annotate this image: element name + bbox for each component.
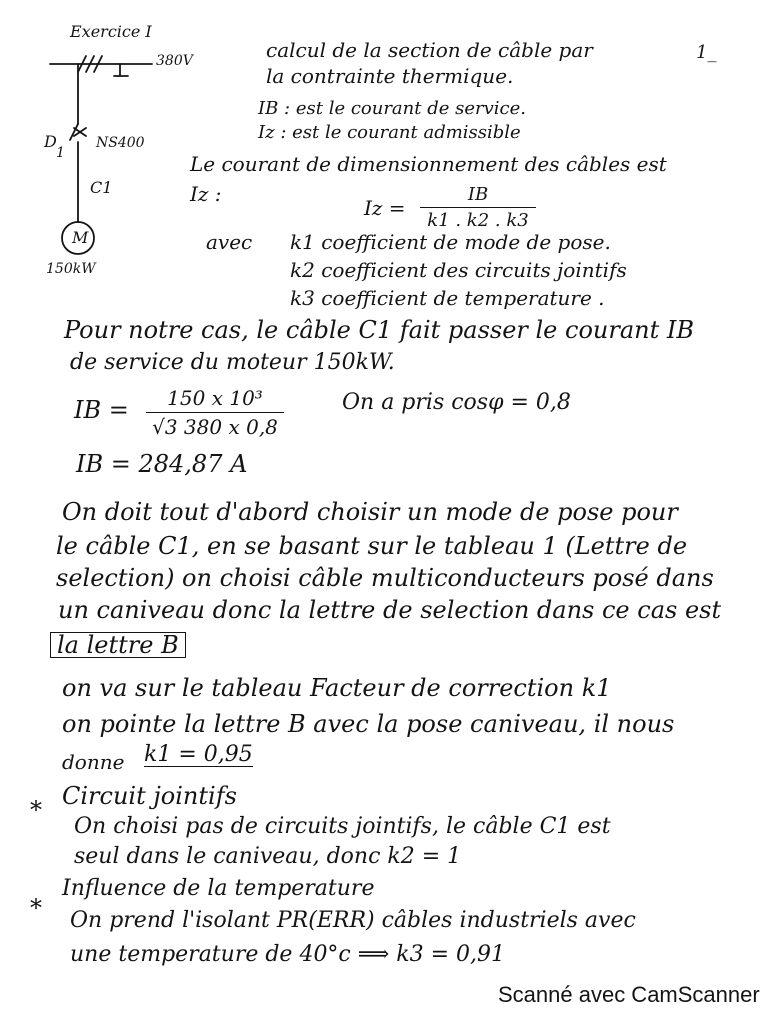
- k1-line-2: on pointe la lettre B avec la pose caniveau, il nous: [62, 710, 675, 738]
- fraction-bar: [420, 207, 536, 208]
- selected-letter-box: la lettre B: [50, 632, 186, 658]
- k1-definition: k1 coefficient de mode de pose.: [290, 230, 611, 254]
- selection-line-3: selection) on choisi câble multiconducteurs posé dans: [56, 564, 714, 592]
- intro-line-1: calcul de la section de câble par: [266, 38, 593, 62]
- temperature-bullet: *: [30, 894, 42, 922]
- k1-value: k1 = 0,95: [144, 742, 253, 767]
- cosphi-note: On a pris cosφ = 0,8: [342, 390, 571, 415]
- breaker-label: D: [44, 132, 57, 151]
- circuits-title: Circuit jointifs: [62, 782, 237, 810]
- calc-paragraph-line-1: Pour notre cas, le câble C1 fait passer le courant IB: [64, 316, 694, 344]
- exercise-title: Exercice I: [70, 22, 152, 41]
- ib-formula-numerator: 150 x 10³: [167, 386, 263, 410]
- iz-definition: Iz : est le courant admissible: [258, 122, 521, 143]
- selection-line-2: le câble C1, en se basant sur le tableau 1 (Lettre de: [56, 532, 688, 560]
- circuits-line-2: seul dans le caniveau, donc k2 = 1: [74, 844, 462, 869]
- circuits-bullet: *: [30, 796, 42, 824]
- page-number: 1_: [696, 42, 717, 63]
- circuits-line-1: On choisi pas de circuits jointifs, le câble C1 est: [74, 814, 611, 839]
- breaker-index: 1: [56, 145, 65, 161]
- ib-formula-lhs: IB =: [74, 396, 129, 424]
- k2-definition: k2 coefficient des circuits jointifs: [290, 258, 627, 282]
- iz-formula-denominator: k1 . k2 . k3: [427, 210, 529, 231]
- calc-paragraph-line-2: de service du moteur 150kW.: [70, 350, 395, 375]
- iz-formula-numerator: IB: [467, 184, 489, 205]
- temperature-line-2: une temperature de 40°c ⟹ k3 = 0,91: [70, 942, 506, 967]
- ib-formula-denominator: √3 380 x 0,8: [152, 415, 278, 439]
- dimensioning-line-2: Iz :: [190, 182, 222, 206]
- avec-label: avec: [206, 230, 253, 254]
- scanner-footer: Scanné avec CamScanner: [498, 982, 760, 1007]
- temperature-line-1: On prend l'isolant PR(ERR) câbles industriels avec: [70, 908, 636, 933]
- k1-line-3-prefix: donne: [62, 750, 125, 774]
- dimensioning-line-1: Le courant de dimensionnement des câbles est: [190, 152, 667, 176]
- motor-power: 150kW: [46, 261, 96, 277]
- voltage-label: 380V: [156, 53, 193, 69]
- ib-definition: IB : est le courant de service.: [258, 98, 526, 119]
- motor-symbol: M: [72, 228, 89, 247]
- ib-result: IB = 284,87 A: [76, 450, 248, 478]
- iz-formula-fraction: [420, 184, 536, 231]
- fraction-bar: [146, 412, 284, 413]
- intro-line-2: la contrainte thermique.: [266, 64, 514, 88]
- breaker-model: NS400: [96, 135, 145, 151]
- cable-label: C1: [90, 178, 113, 197]
- selection-line-1: On doit tout d'abord choisir un mode de pose pour: [62, 498, 678, 526]
- breaker-contact: [70, 124, 78, 140]
- k1-line-1: on va sur le tableau Facteur de correction k1: [62, 674, 612, 702]
- k3-definition: k3 coefficient de temperature .: [290, 286, 605, 310]
- temperature-title: Influence de la temperature: [62, 876, 375, 901]
- iz-formula-lhs: Iz =: [364, 196, 406, 220]
- ib-formula-fraction: [146, 386, 284, 439]
- selection-line-4: un caniveau donc la lettre de selection dans ce cas est: [58, 596, 722, 624]
